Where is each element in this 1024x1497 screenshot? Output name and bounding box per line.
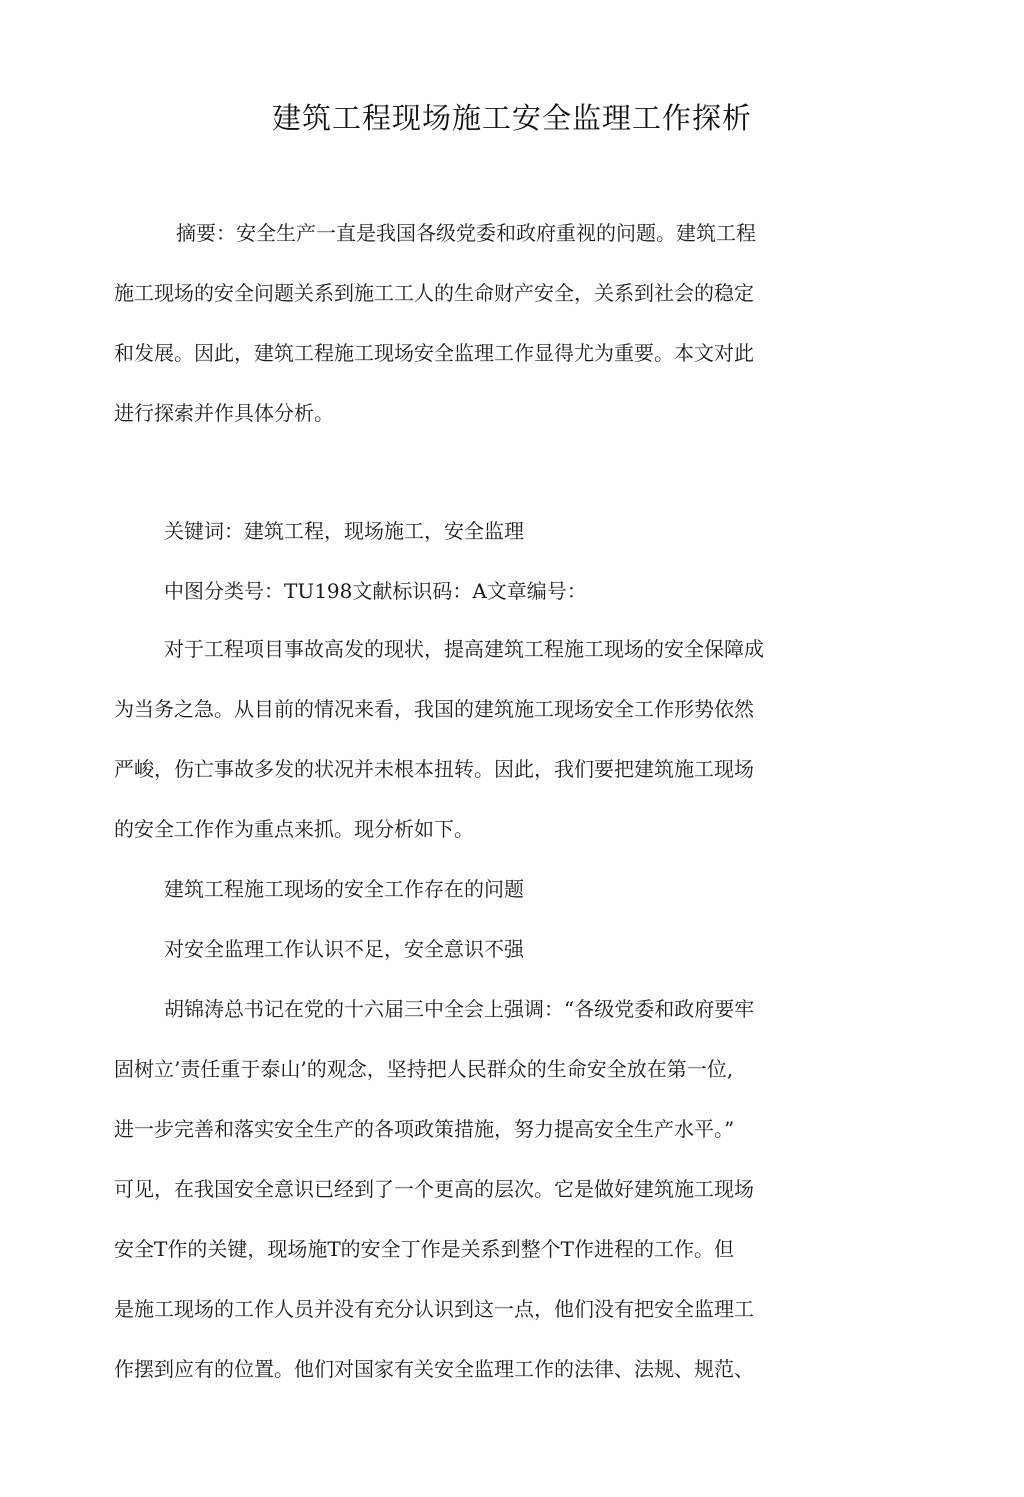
keywords: 关键词：建筑工程，现场施工，安全监理 (164, 519, 524, 543)
body-line: 可见，在我国安全意识已经到了一个更高的层次。它是做好建筑施工现场 (114, 1177, 754, 1201)
body-line: 胡锦涛总书记在党的十六届三中全会上强调：“各级党委和政府要牢 (164, 997, 755, 1021)
body-line: 作摆到应有的位置。他们对国家有关安全监理工作的法律、法规、规范、 (114, 1357, 754, 1381)
abstract-line: 和发展。因此，建筑工程施工现场安全监理工作显得尤为重要。本文对此 (114, 341, 754, 365)
section-heading: 建筑工程施工现场的安全工作存在的问题 (164, 877, 524, 901)
abstract-line: 进行探索并作具体分析。 (114, 401, 334, 425)
classification: 中图分类号：TU198文献标识码：A文章编号： (164, 579, 587, 603)
abstract-line: 摘要：安全生产一直是我国各级党委和政府重视的问题。建筑工程 (176, 221, 756, 245)
body-line: 安全T作的关键，现场施T的安全丁作是关系到整个T作进程的工作。但 (114, 1237, 735, 1261)
document-title: 建筑工程现场施工安全监理工作探析 (271, 101, 752, 135)
body-line: 进一步完善和落实安全生产的各项政策措施，努力提高安全生产水平。” (114, 1117, 735, 1141)
subsection-heading: 对安全监理工作认识不足，安全意识不强 (164, 937, 524, 961)
intro-line: 严峻，伤亡事故多发的状况并未根本扭转。因此，我们要把建筑施工现场 (114, 757, 754, 781)
body-line: 是施工现场的工作人员并没有充分认识到这一点，他们没有把安全监理工 (114, 1297, 754, 1321)
body-line: 固树立’责任重于泰山’的观念，坚持把人民群众的生命安全放在第一位, (114, 1057, 734, 1081)
intro-line: 为当务之急。从目前的情况来看，我国的建筑施工现场安全工作形势依然 (114, 697, 754, 721)
abstract-line: 施工现场的安全问题关系到施工工人的生命财产安全，关系到社会的稳定 (114, 281, 754, 305)
intro-line: 对于工程项目事故高发的现状，提高建筑工程施工现场的安全保障成 (164, 637, 764, 661)
intro-line: 的安全工作作为重点来抓。现分析如下。 (114, 817, 474, 841)
